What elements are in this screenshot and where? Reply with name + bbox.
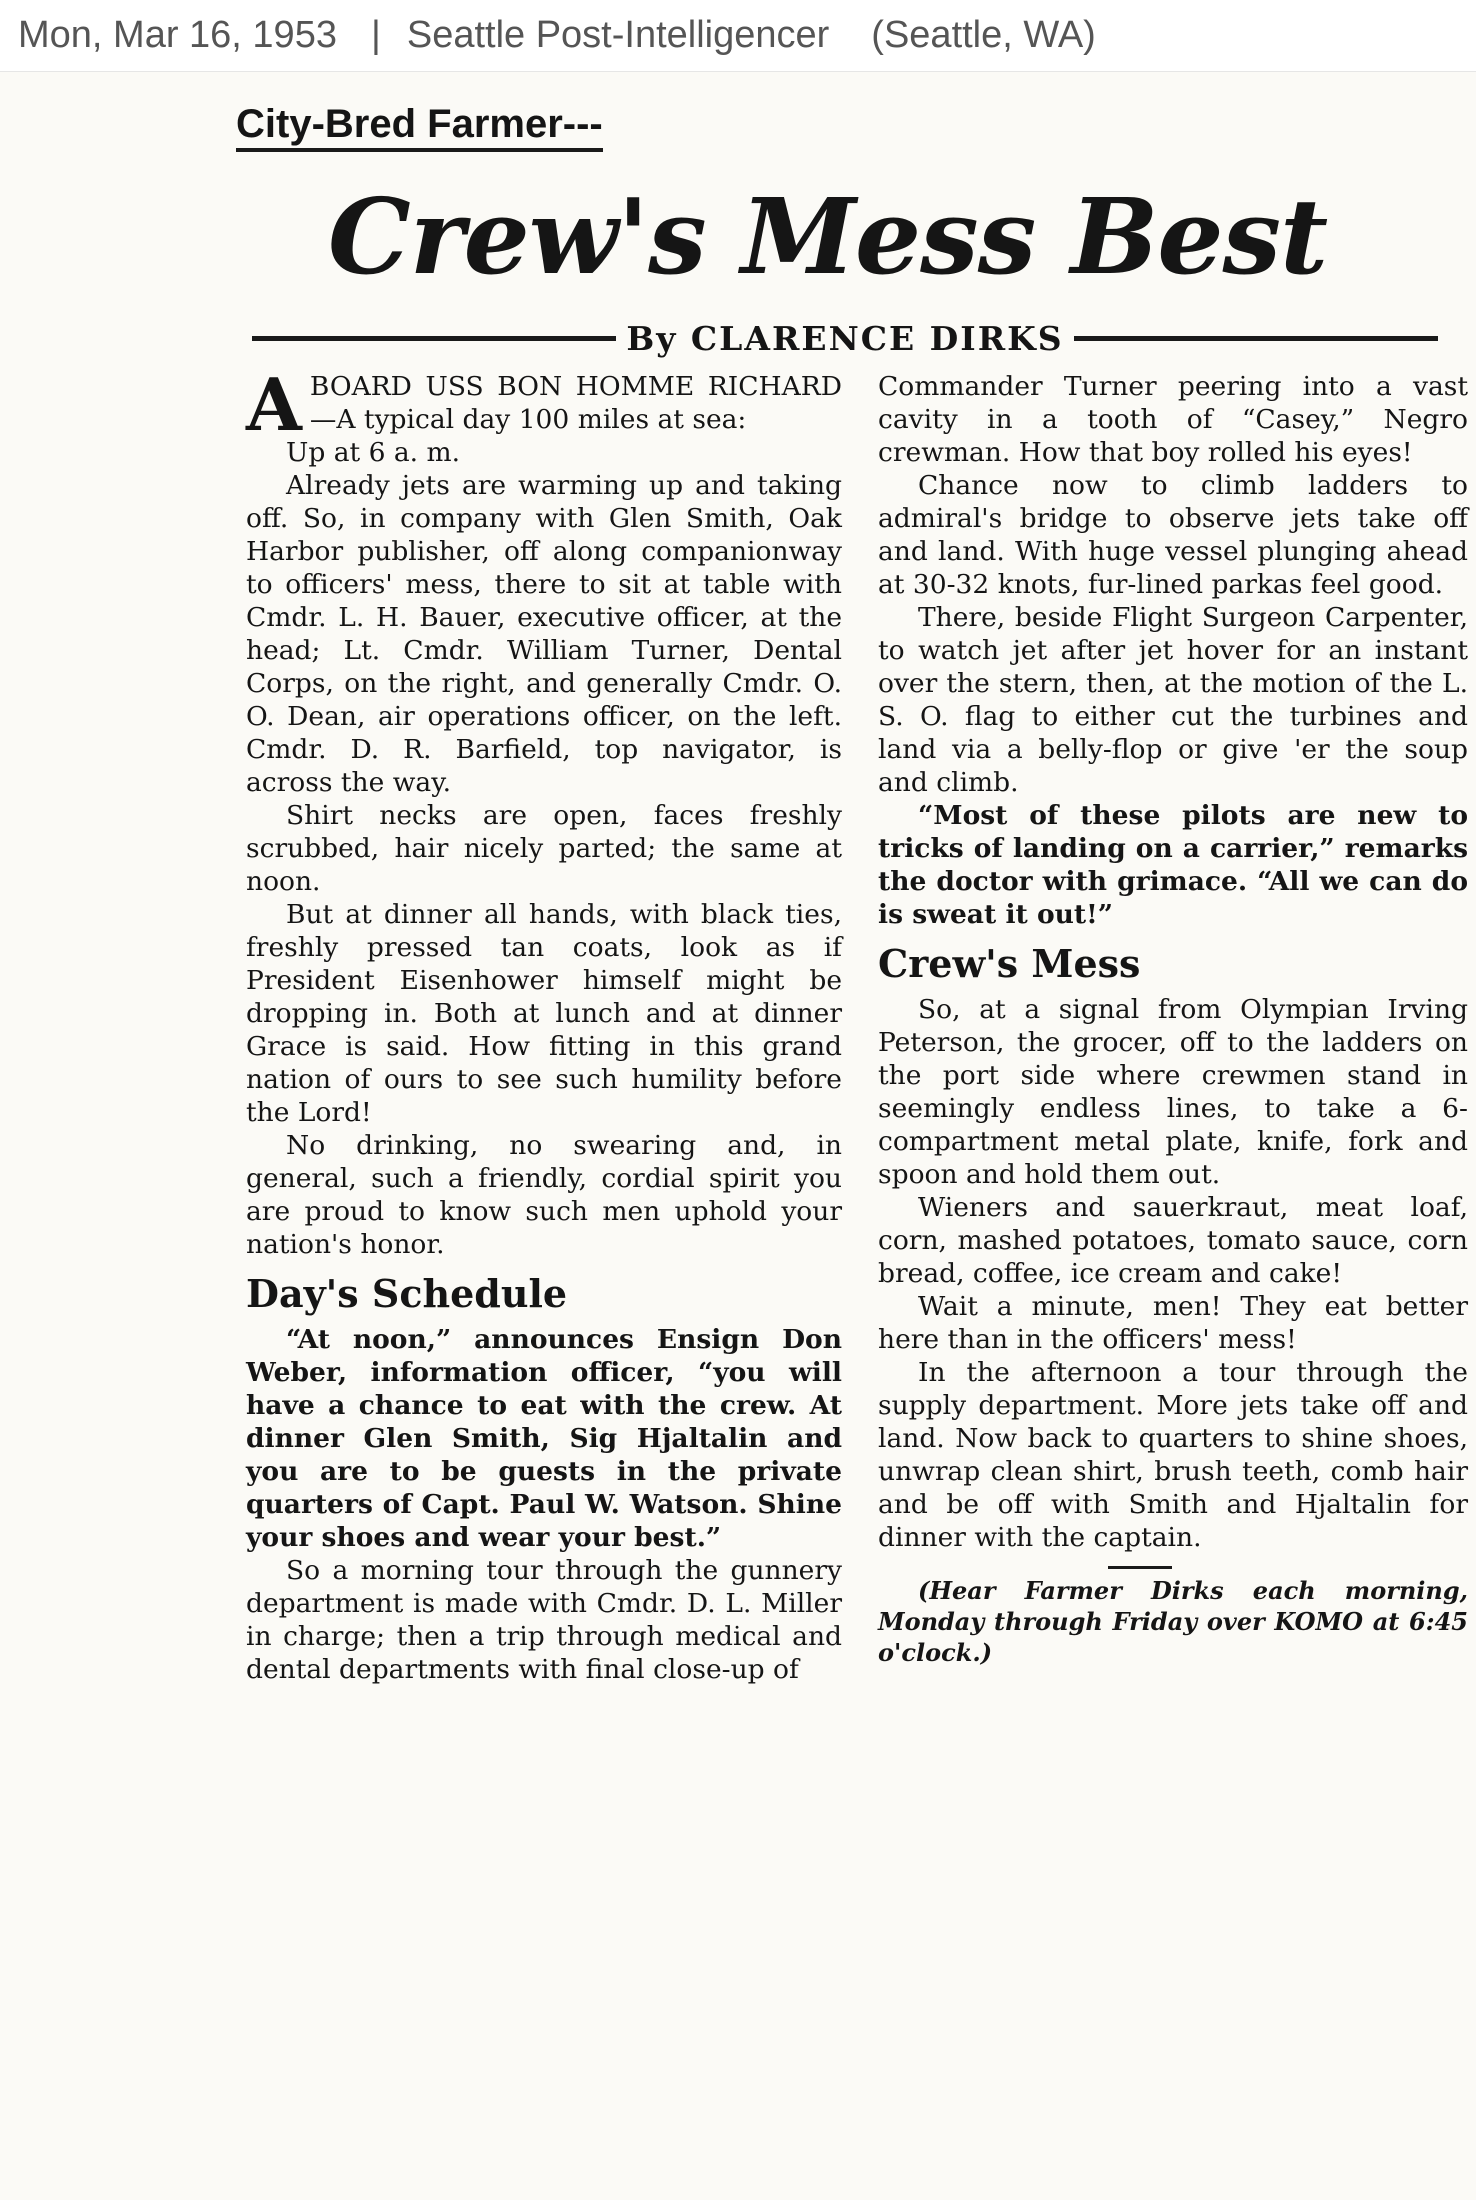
paragraph: Shirt necks are open, faces freshly scrubbed, hair nicely parted; the same at noon. [246,800,842,897]
paragraph-lead: ABOARD USS BON HOMME RICHARD—A typical day 100 miles at sea: [246,362,842,447]
paragraph: Wieners and sauerkraut, meat loaf, corn, mashed potatoes, tomato sauce, corn bread, coffee, ice cream and cake! [878,1192,1468,1289]
paragraph: So, at a signal from Olympian Irving Peterson, the grocer, off to the ladders on the port side where crewmen stand in seemingly endless lines, to take a 6-compartment metal plate, knife, fork and spoon and hold them out. [878,994,1468,1190]
byline-row [252,310,1438,366]
paragraph: Chance now to climb ladders to admiral's bridge to observe jets take off and land. With huge vessel plunging ahead at 30-32 knots, fur-lined parkas feel good. [878,470,1468,600]
paragraph: Already jets are warming up and taking off. So, in company with Glen Smith, Oak Harbor publisher, off along companionway to officers' mess, there to sit at table with Cmdr. L. H. Bauer, executive officer, at the head; Lt. Cmdr. William Turner, Dental Corps, on the right, and generally Cmdr. O. O. Dean, air operations officer, on the left. Cmdr. D. R. Barfield, top navigator, is across the way. [246,470,842,798]
article-byline: By CLARENCE DIRKS [626,318,1064,358]
footnote: (Hear Farmer Dirks each morning, Monday through Friday over KOMO at 6:45 o'clock.) [878,1576,1468,1667]
paragraph: Wait a minute, men! They eat better here than in the officers' mess! [878,1291,1468,1355]
paragraph: No drinking, no swearing and, in general, such a friendly, cordial spirit you are proud to know such men uphold your nation's honor. [246,1130,842,1260]
article-headline: Crew's Mess Best [328,175,1328,298]
header-separator: | [370,14,381,56]
byline-rule-left [252,336,616,341]
paragraph: “Most of these pilots are new to tricks of landing on a carrier,” remarks the doctor with grimace. “All we can do is sweat it out!” [878,800,1468,930]
paragraph: So a morning tour through the gunnery department is made with Cmdr. D. L. Miller in charge; then a trip through medical and dental departments with final close-up of [246,1555,842,1685]
byline-rule-right [1074,336,1438,341]
footnote-rule [1108,1566,1172,1569]
article-column-left [246,362,842,1686]
newspaper-name: Seattle Post-Intelligencer [406,14,830,56]
drop-cap: A [246,362,302,447]
subheading-days-schedule: Day's Schedule [246,1271,568,1316]
article-kicker: City-Bred Farmer--- [236,102,603,152]
paragraph: Up at 6 a. m. [286,437,461,468]
paragraph: There, beside Flight Surgeon Carpenter, to watch jet after jet hover for an instant over the stern, then, at the motion of the L. S. O. flag to either cut the turbines and land via a belly-flop or give 'er the soup and climb. [878,602,1468,798]
clipping-header-bar [0,0,1476,72]
paragraph: Commander Turner peering into a vast cavity in a tooth of “Casey,” Negro crewman. How that boy rolled his eyes! [878,371,1468,468]
article-column-right [878,370,1468,1668]
newspaper-location: (Seattle, WA) [871,14,1096,56]
paragraph: “At noon,” announces Ensign Don Weber, information officer, “you will have a chance to eat with the crew. At dinner Glen Smith, Sig Hjaltalin and you are to be guests in the private quarters of Capt. Paul W. Watson. Shine your shoes and wear your best.” [246,1324,842,1553]
newspaper-clipping [228,88,1468,2188]
paragraph: But at dinner all hands, with black ties, freshly pressed tan coats, look as if President Eisenhower himself might be dropping in. Both at lunch and at dinner Grace is said. How fitting in this grand nation of ours to see such humility before the Lord! [246,899,842,1128]
subheading-crews-mess: Crew's Mess [878,941,1141,986]
clipping-date: Mon, Mar 16, 1953 [18,14,337,56]
paragraph: In the afternoon a tour through the supply department. More jets take off and land. Now back to quarters to shine shoes, unwrap clean shirt, brush teeth, comb hair and be off with Smith and Hjaltalin for dinner with the captain. [878,1357,1468,1553]
